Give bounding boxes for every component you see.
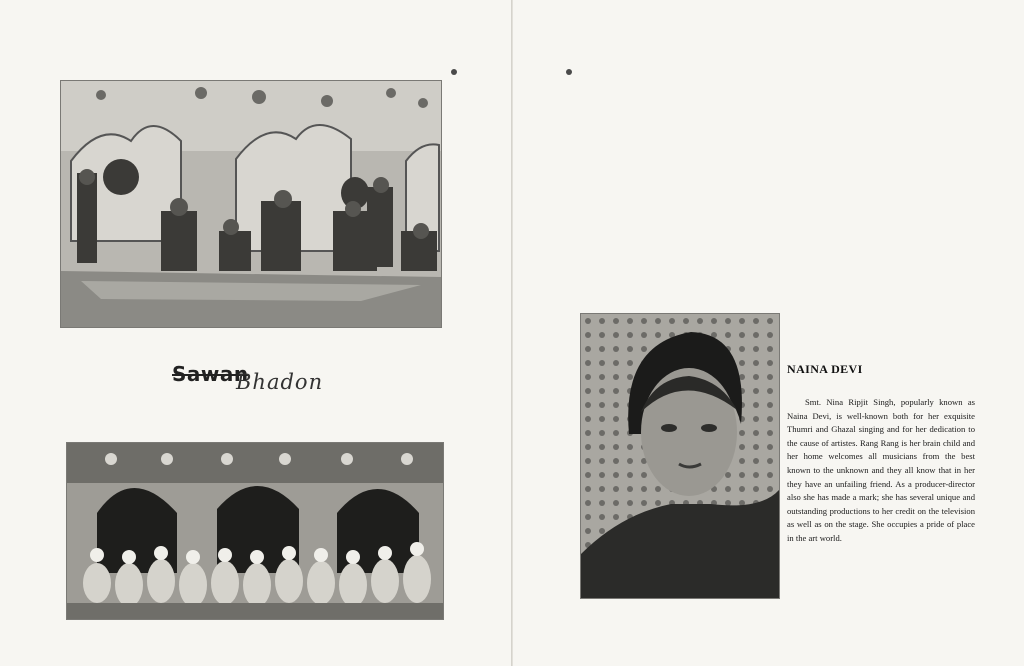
book-spine <box>511 0 513 666</box>
sawan-bhadon-title <box>172 360 352 396</box>
title-word-bhadon: Bhadon <box>236 370 324 394</box>
naina-devi-portrait <box>580 313 780 599</box>
stage-performance-photo-top <box>60 80 442 328</box>
ensemble-photo-bottom <box>66 442 444 620</box>
ink-speck <box>451 69 457 75</box>
bio-paragraph: Smt. Nina Ripjit Singh, popularly known as Naina Devi, is well-known both for her exquisite Thumri and Ghazal singing and for her dedication to the cause of artistes. Rang Rang is her brain child and her home welcomes all musicians from the best known to the unknown and they all know that in her they have an unfailing friend. As a producer-director also she has made a mark; she has several unique and outstanding productions to her credit on the television as well as on the stage. She occupies a pride of place in the art world. <box>787 397 975 543</box>
ink-speck <box>566 69 572 75</box>
title-word-sawan: Sawan <box>172 362 249 386</box>
bio-heading: NAINA DEVI <box>787 362 863 376</box>
